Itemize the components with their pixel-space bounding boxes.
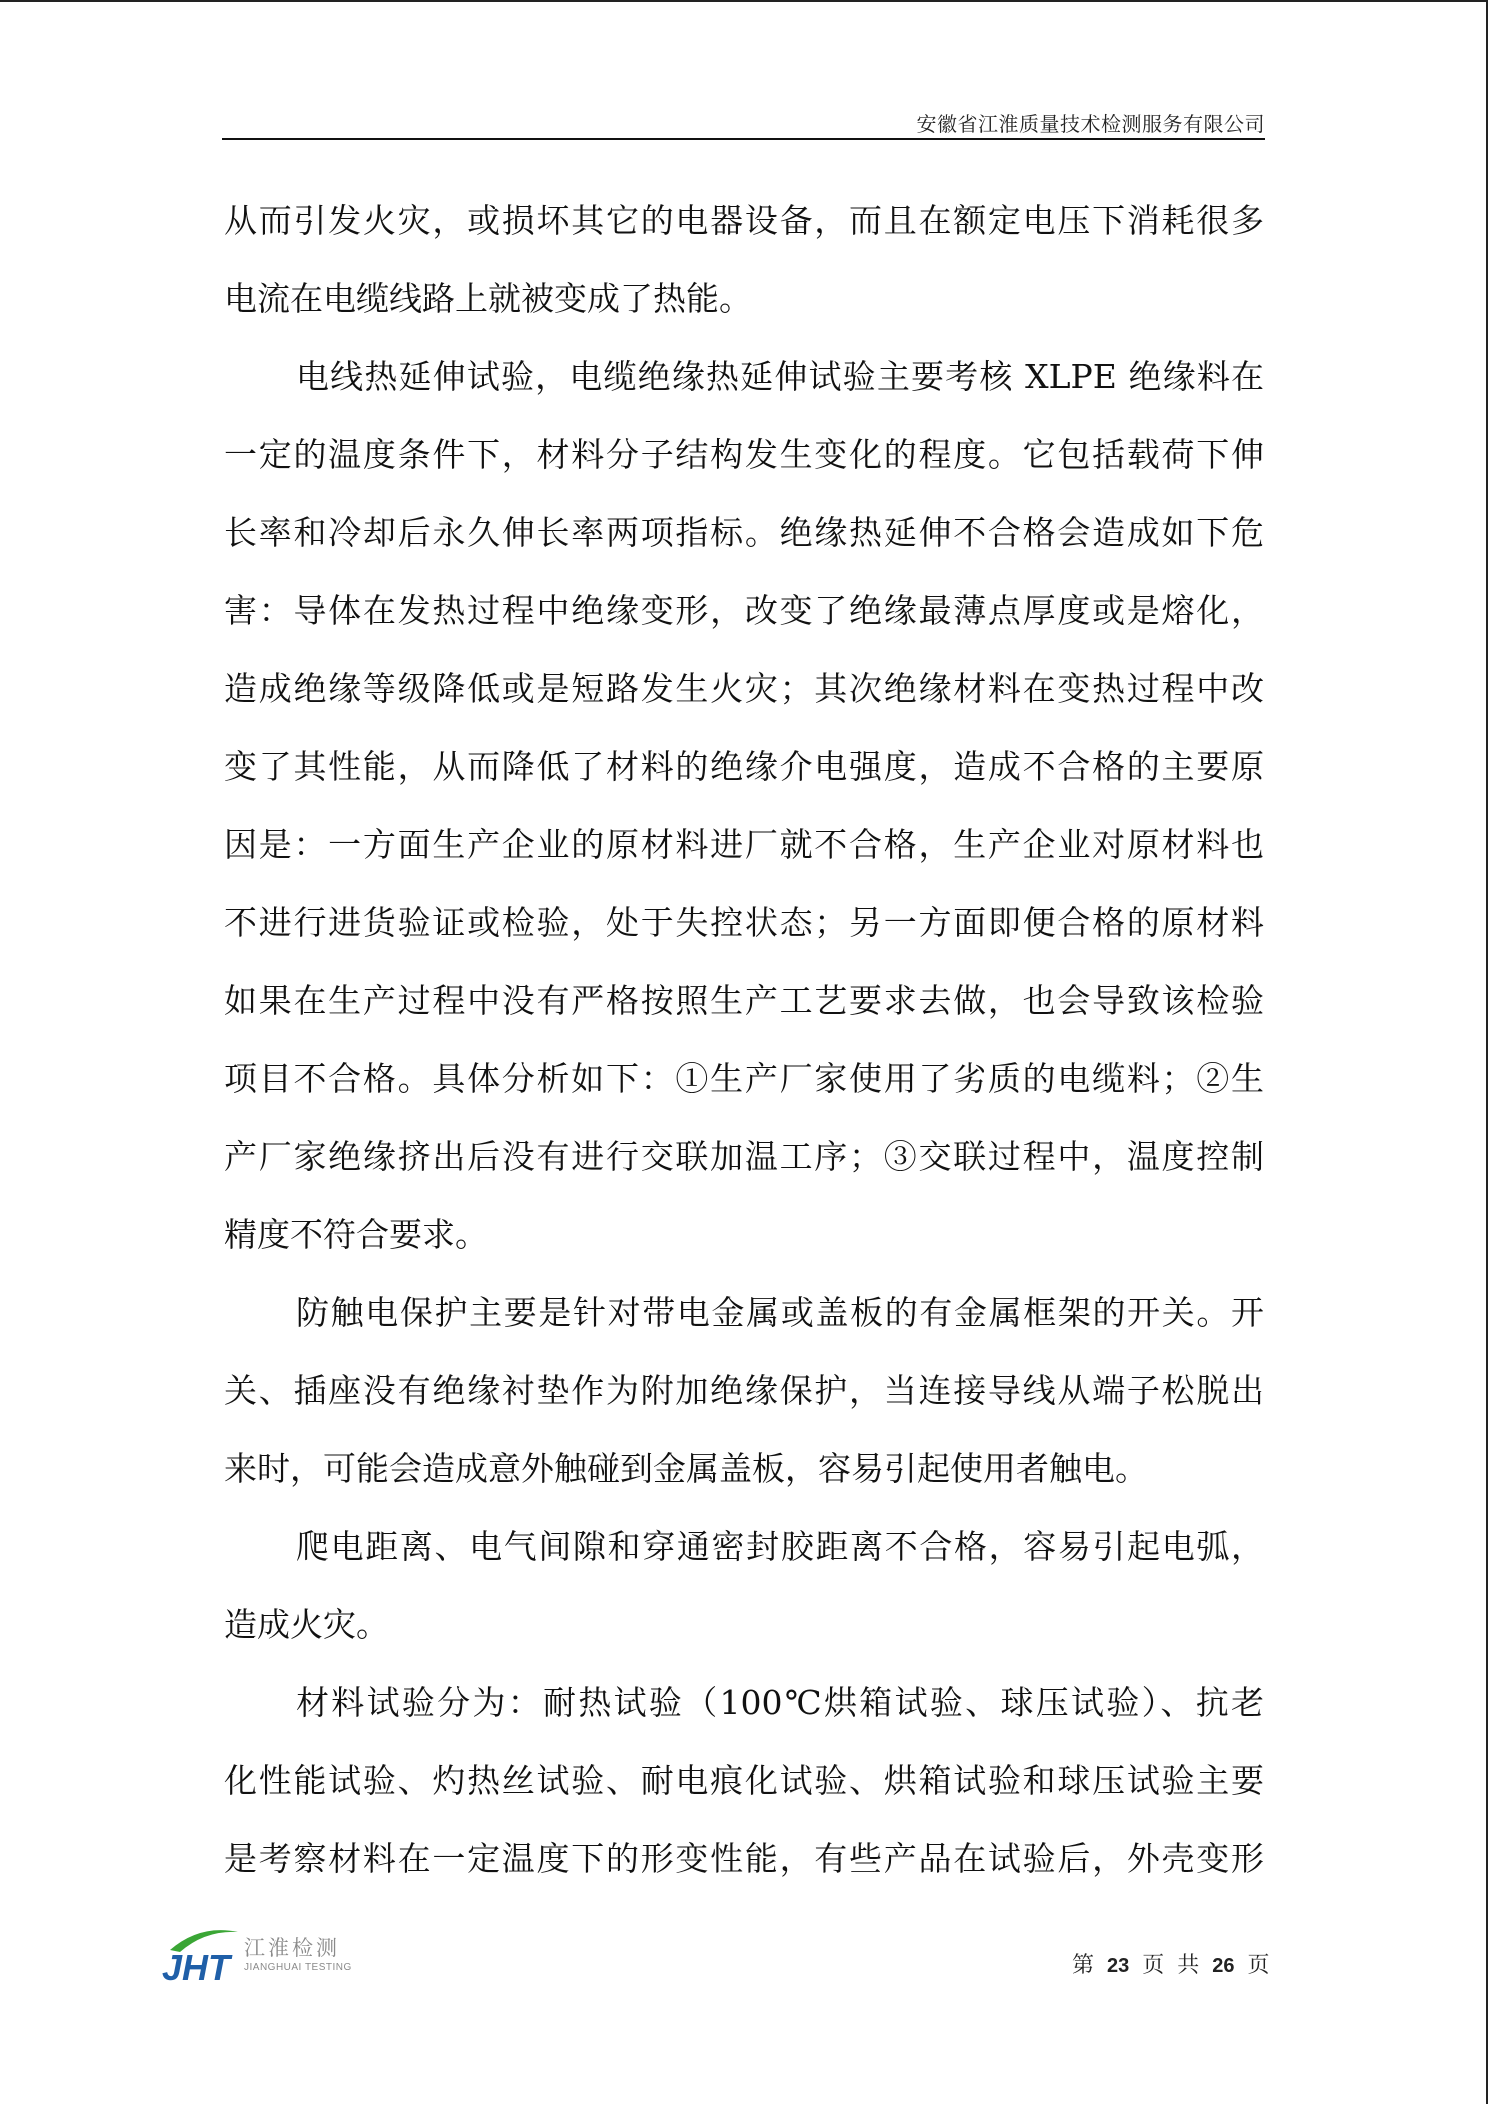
text-line: 变了其性能，从而降低了材料的绝缘介电强度，造成不合格的主要原: [224, 747, 1264, 786]
text-line: 不进行进货验证或检验，处于失控状态；另一方面即便合格的原材料: [224, 903, 1264, 942]
text-line: 产厂家绝缘挤出后没有进行交联加温工序；③交联过程中，温度控制: [224, 1137, 1264, 1176]
text-line: 项目不合格。具体分析如下：①生产厂家使用了劣质的电缆料；②生: [224, 1059, 1264, 1098]
text-line: 电流在电缆线路上就被变成了热能。: [224, 279, 752, 318]
document-body: [224, 190, 1264, 1906]
page-number: [1072, 1948, 1270, 1979]
page-total: 26: [1212, 1955, 1235, 1977]
page-mid-1: 页: [1142, 1953, 1165, 1978]
company-logo: [160, 1922, 370, 1992]
text-line: 材料试验分为：耐热试验（100℃烘箱试验、球压试验）、抗老: [296, 1683, 1264, 1722]
text-line: 是考察材料在一定温度下的形变性能，有些产品在试验后，外壳变形: [224, 1839, 1264, 1878]
page-border-top: [0, 0, 1488, 2]
page-current: 23: [1107, 1955, 1130, 1977]
text-line: 来时，可能会造成意外触碰到金属盖板，容易引起使用者触电。: [224, 1449, 1148, 1488]
text-line: 一定的温度条件下，材料分子结构发生变化的程度。它包括载荷下伸: [224, 435, 1264, 474]
text-line: 爬电距离、电气间隙和穿通密封胶距离不合格，容易引起电弧，: [296, 1527, 1264, 1566]
text-line: 因是：一方面生产企业的原材料进厂就不合格，生产企业对原材料也: [224, 825, 1264, 864]
text-line: 长率和冷却后永久伸长率两项指标。绝缘热延伸不合格会造成如下危: [224, 513, 1264, 552]
text-line: 造成绝缘等级降低或是短路发生火灾；其次绝缘材料在变热过程中改: [224, 669, 1264, 708]
page-mid-2: 共: [1177, 1953, 1200, 1978]
header-company-name: 安徽省江淮质量技术检测服务有限公司: [916, 112, 1265, 136]
text-line: 害：导体在发热过程中绝缘变形，改变了绝缘最薄点厚度或是熔化，: [224, 591, 1264, 630]
page-prefix: 第: [1072, 1953, 1095, 1978]
logo-brand-name: 江淮检测: [244, 1936, 340, 1960]
page-suffix: 页: [1247, 1953, 1270, 1978]
svg-text:JHT: JHT: [162, 1947, 231, 1988]
text-line: 从而引发火灾，或损坏其它的电器设备，而且在额定电压下消耗很多: [224, 201, 1264, 240]
text-line: 电线热延伸试验，电缆绝缘热延伸试验主要考核 XLPE 绝缘料在: [296, 357, 1264, 396]
text-line: 关、插座没有绝缘衬垫作为附加绝缘保护，当连接导线从端子松脱出: [224, 1371, 1264, 1410]
logo-subtitle: JIANGHUAI TESTING: [244, 1962, 352, 1973]
text-line: 如果在生产过程中没有严格按照生产工艺要求去做，也会导致该检验: [224, 981, 1264, 1020]
page-header: [222, 104, 1265, 140]
text-line: 防触电保护主要是针对带电金属或盖板的有金属框架的开关。开: [296, 1293, 1264, 1332]
jht-logo-icon: [160, 1922, 250, 1992]
text-line: 造成火灾。: [224, 1605, 389, 1644]
text-line: 化性能试验、灼热丝试验、耐电痕化试验、烘箱试验和球压试验主要: [224, 1761, 1264, 1800]
text-line: 精度不符合要求。: [224, 1215, 488, 1254]
